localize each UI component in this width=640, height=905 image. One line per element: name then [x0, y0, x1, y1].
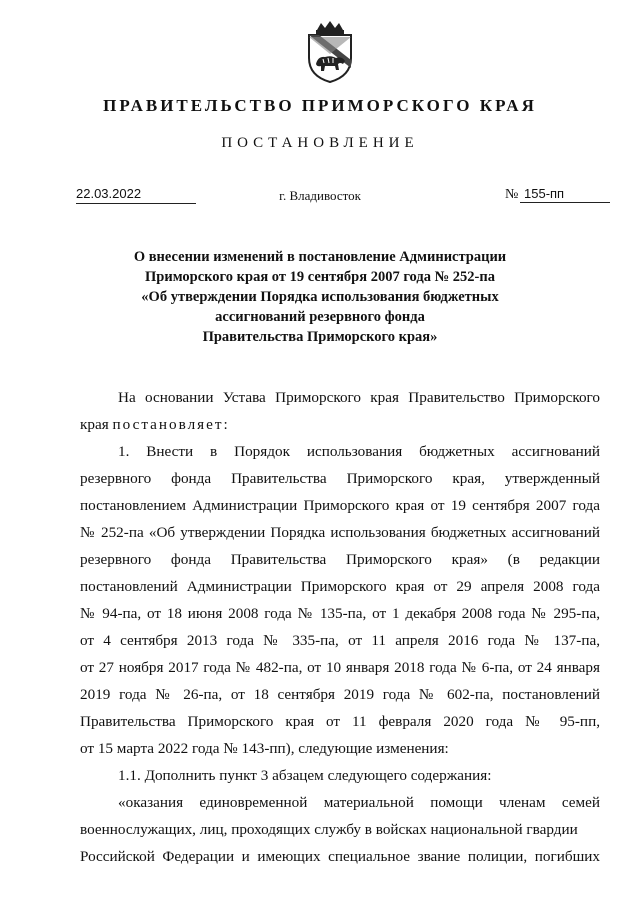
- body-line: Российской Федерации и имеющих специальное звание полиции, погибших: [80, 848, 600, 865]
- body-line: 1.1. Дополнить пункт 3 абзацем следующего содержания:: [118, 767, 492, 784]
- body-line: 2019 года № 26-па, от 18 сентября 2019 года № 602-па, постановлений: [80, 686, 600, 703]
- body-line: № 252-па «Об утверждении Порядка использования бюджетных ассигнований: [80, 524, 600, 541]
- number-sign: №: [505, 187, 519, 202]
- document-title: [80, 247, 560, 347]
- title-line: Приморского края от 19 сентября 2007 года № 252-па: [145, 269, 495, 285]
- document-body: [80, 384, 600, 870]
- body-line: Правительства Приморского края от 11 февраля 2020 года № 95-пп,: [80, 713, 600, 730]
- body-line: На основании Устава Приморского края Правительство Приморского: [118, 389, 600, 406]
- document-type: ПОСТАНОВЛЕНИЕ: [221, 135, 419, 151]
- document-date: 22.03.2022: [76, 186, 196, 204]
- title-line: «Об утверждении Порядка использования бюджетных: [141, 289, 499, 305]
- body-line: постановлением Администрации Приморского края от 19 сентября 2007 года: [80, 497, 600, 514]
- government-title: ПРАВИТЕЛЬСТВО ПРИМОРСКОГО КРАЯ: [103, 96, 537, 115]
- body-line: резервного фонда Правительства Приморского края» (в редакции: [80, 551, 600, 568]
- coat-of-arms-emblem: [303, 20, 357, 84]
- body-text: края: [80, 416, 113, 433]
- title-line: ассигнований резервного фонда: [215, 309, 425, 325]
- body-line: 1. Внести в Порядок использования бюджетных ассигнований: [118, 443, 600, 460]
- body-line: [80, 411, 600, 438]
- body-line: «оказания единовременной материальной помощи членам семей: [118, 794, 600, 811]
- resolves-word: постановляет:: [112, 416, 230, 433]
- title-line: О внесении изменений в постановление Администрации: [133, 249, 507, 265]
- body-line: от 15 марта 2022 года № 143-пп), следующие изменения:: [80, 740, 449, 757]
- document-city: г. Владивосток: [279, 188, 361, 203]
- body-line: резервного фонда Правительства Приморского края, утвержденный: [80, 470, 600, 487]
- document-number: 155-пп: [520, 186, 610, 203]
- body-line: военнослужащих, лиц, проходящих службу в войсках национальной гвардии: [80, 821, 578, 838]
- body-line: № 94-па, от 18 июня 2008 года № 135-па, от 1 декабря 2008 года № 295-па,: [80, 605, 600, 622]
- body-line: от 27 ноября 2017 года № 482-па, от 10 января 2018 года № 6-па, от 24 января: [80, 659, 600, 676]
- body-line: постановлений Администрации Приморского края от 29 апреля 2008 года: [80, 578, 600, 595]
- body-line: от 4 сентября 2013 года № 335-па, от 11 апреля 2016 года № 137-па,: [80, 632, 600, 649]
- title-line: Правительства Приморского края»: [202, 329, 438, 345]
